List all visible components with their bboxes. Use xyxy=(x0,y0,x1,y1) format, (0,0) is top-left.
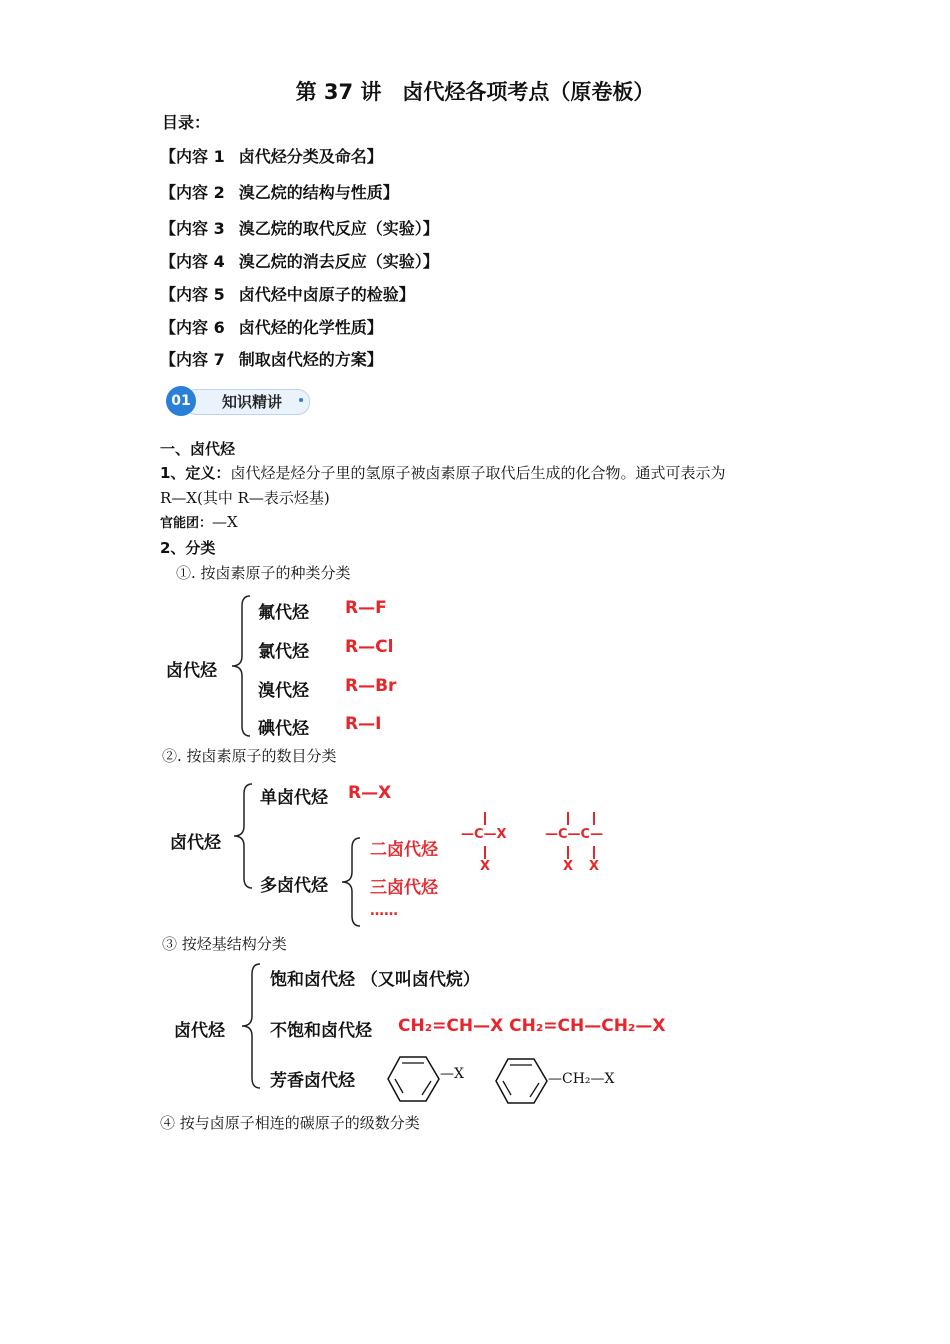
class-3-item: 不饱和卤代烃 xyxy=(270,1021,372,1041)
class-3-heading: ③ 按烃基结构分类 xyxy=(162,935,287,953)
class-3-formula: CH₂=CH—X CH₂=CH—CH₂—X xyxy=(398,1016,666,1036)
section-badge: 01 知识精讲 xyxy=(166,386,312,416)
toc-heading: 目录： xyxy=(162,113,211,132)
class-1-item: 溴代烃 xyxy=(258,681,309,701)
structure-x: X xyxy=(480,859,491,874)
benzene-ring-icon xyxy=(386,1055,442,1105)
class-2-multi-item: …… xyxy=(370,903,398,919)
brace-4 xyxy=(238,962,262,1090)
class-3-item: 饱和卤代烃 （又叫卤代烷） xyxy=(270,970,480,990)
definition: 1、定义：卤代烃是烃分子里的氢原子被卤素原子取代后生成的化合物。通式可表示为 xyxy=(160,464,726,482)
toc-item[interactable]: 【内容 1 卤代烃分类及命名】 xyxy=(160,147,383,166)
class-1-heading: ①. 按卤素原子的种类分类 xyxy=(176,564,351,582)
functional-group: 官能团：—X xyxy=(160,513,238,531)
class-4-heading: ④ 按与卤原子相连的碳原子的级数分类 xyxy=(160,1114,420,1132)
class-2-multi: 多卤代烃 xyxy=(260,876,328,896)
toc-item[interactable]: 【内容 5 卤代烃中卤原子的检验】 xyxy=(160,285,415,304)
brace-2 xyxy=(230,782,254,890)
class-1-formula: R—Cl xyxy=(345,637,394,657)
class-1-formula: R—F xyxy=(345,598,387,618)
structure-x: X xyxy=(563,859,574,874)
toc-item[interactable]: 【内容 7 制取卤代烃的方案】 xyxy=(160,350,383,369)
class-1-item: 氯代烃 xyxy=(258,642,309,662)
section-heading: 一、卤代烃 xyxy=(160,440,236,458)
class-1-root: 卤代烃 xyxy=(166,661,217,681)
brace-1 xyxy=(228,594,254,738)
benzene-ring-icon xyxy=(494,1057,550,1107)
toc-item[interactable]: 【内容 2 溴乙烷的结构与性质】 xyxy=(160,183,399,202)
class-2-heading: ②. 按卤素原子的数目分类 xyxy=(162,747,337,765)
class-1-formula: R—I xyxy=(345,714,382,734)
class-2-multi-item: 三卤代烃 xyxy=(370,878,438,898)
class-1-formula: R—Br xyxy=(345,676,397,696)
aromatic-substituent: —CH₂—X xyxy=(548,1071,615,1087)
class-3-root: 卤代烃 xyxy=(174,1021,225,1041)
structure-x: X xyxy=(589,859,600,874)
class-3-item: 芳香卤代烃 xyxy=(270,1071,355,1091)
toc-item[interactable]: 【内容 6 卤代烃的化学性质】 xyxy=(160,318,383,337)
structure-ccc: —C—C— xyxy=(545,827,604,842)
class-2-root: 卤代烃 xyxy=(170,833,221,853)
toc-item[interactable]: 【内容 3 溴乙烷的取代反应（实验）】 xyxy=(160,219,439,238)
class-2-single: 单卤代烃 xyxy=(260,788,328,808)
definition-cont: R—X(其中 R—表示烃基) xyxy=(160,489,330,507)
page-title: 第 37 讲 卤代烃各项考点（原卷板） xyxy=(295,80,655,104)
class-2-multi-item: 二卤代烃 xyxy=(370,840,438,860)
class-1-item: 碘代烃 xyxy=(258,719,309,739)
toc-item[interactable]: 【内容 4 溴乙烷的消去反应（实验）】 xyxy=(160,252,439,271)
aromatic-substituent: —X xyxy=(440,1066,464,1082)
class-1-item: 氟代烃 xyxy=(258,603,309,623)
brace-3 xyxy=(338,836,362,928)
structure-cx: —C—X xyxy=(461,827,507,842)
class-2-single-formula: R—X xyxy=(348,783,392,803)
classification-heading: 2、分类 xyxy=(160,539,216,557)
